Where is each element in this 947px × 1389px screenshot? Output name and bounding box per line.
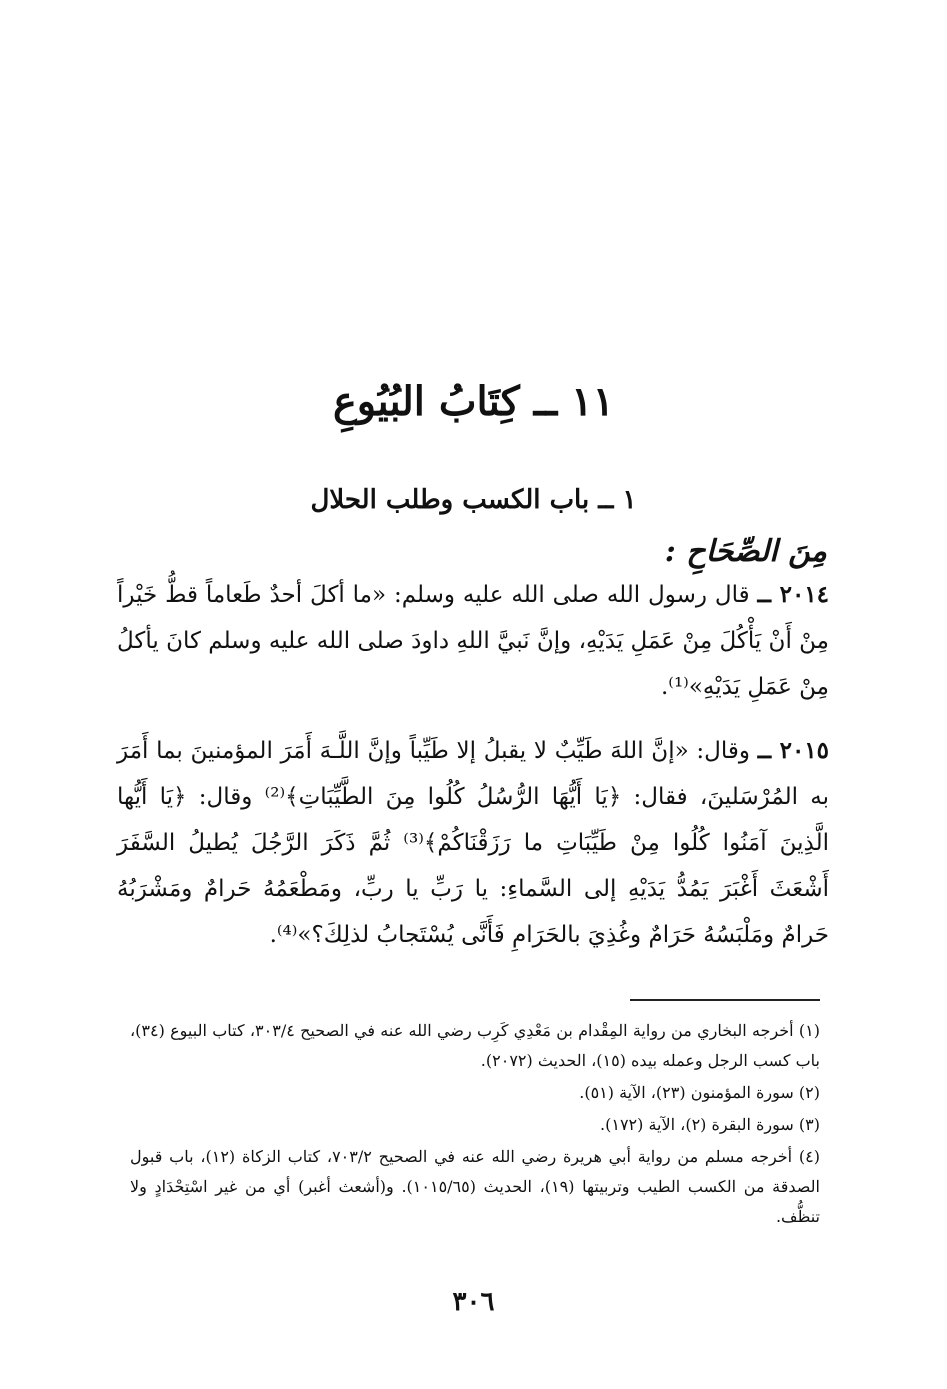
- footnote-mark: (٣): [798, 1115, 820, 1134]
- footnote: [130, 1078, 820, 1108]
- footnote-mark: (٤): [798, 1147, 821, 1166]
- section-title: ١ ــ باب الكسب وطلب الحلال: [310, 485, 637, 515]
- hadith-text: وقال: «إنَّ اللهَ طَيِّبٌ لا يقبلُ إلا طَيِّباً وإنَّ اللَّـهَ أَمَرَ المؤمنينَ بما أَمَرَ به المُرْسَلينَ، فقال: ﴿يَا أَيُّهَا الرُّسُلُ كُلُوا مِنَ الطَّيِّبَاتِ﴾⁽²⁾ وقال: ﴿يَا أَيُّها الَّذِينَ آمَنُوا كُلُوا مِنْ طَيِّبَاتِ ما رَزَقْنَاكُمْ﴾⁽³⁾ ثُمَّ ذَكَرَ الرَّجُلَ يُطيلُ السَّفَرَ أَشْعَثَ أَغْبَرَ يَمُدُّ يَدَيْهِ إلى السَّماءِ: يا رَبِّ يا ربِّ، ومَطْعَمُهُ حَرامٌ ومَشْرَبُهُ حَرامٌ ومَلْبَسُهُ حَرَامٌ وغُذِيَ بالحَرَامِ فَأَنَّى يُسْتَجابُ لذلِكَ؟»⁽⁴⁾.: [117, 738, 830, 948]
- source-heading: مِنَ الصِّحَاحِ :: [664, 534, 827, 569]
- hadith-number: ٢٠١٤ ــ: [757, 581, 830, 608]
- footnote-mark: (٢): [798, 1083, 820, 1102]
- footnote: [130, 1110, 820, 1140]
- footnote-text: أخرجه مسلم من رواية أبي هريرة رضي الله عنه في الصحيح ٧٠٣/٢، كتاب الزكاة (١٢)، باب قبول الصدقة من الكسب الطيب وتربيتها (١٩)، الحديث (١٠١٥/٦٥). و(أشعث أغبر) أي من غير اسْتِحْدَادٍ ولا تنظُّف.: [130, 1147, 821, 1226]
- hadith-number: ٢٠١٥ ــ: [757, 737, 830, 764]
- hadith-paragraph: [117, 728, 829, 958]
- footnote: [130, 1016, 820, 1076]
- hadith-text: قال رسول الله صلى الله عليه وسلم: «ما أكلَ أحدٌ طَعاماً قطُّ خَيْراً مِنْ أَنْ يَأْكُلَ مِنْ عَمَلِ يَدَيْهِ، وإنَّ نَبيَّ اللهِ داودَ صلى الله عليه وسلم كانَ يأكلُ مِنْ عَمَلِ يَدَيْهِ»⁽¹⁾.: [117, 582, 829, 700]
- footnote-text: سورة البقرة (٢)، الآية (١٧٢).: [600, 1115, 794, 1134]
- page-number: ٣٠٦: [452, 1287, 495, 1317]
- footnotes-list: [130, 1016, 820, 1234]
- footnote-text: أخرجه البخاري من رواية المِقْدام بن مَعْدِي كَرِب رضي الله عنه في الصحيح ٣٠٣/٤، كتاب البيوع (٣٤)، باب كسب الرجل وعمله بيده (١٥)، الحديث (٢٠٧٢).: [130, 1021, 820, 1070]
- footnote-text: سورة المؤمنون (٢٣)، الآية (٥١).: [579, 1083, 794, 1102]
- hadith-paragraph: [117, 572, 829, 710]
- footnote-divider: [630, 999, 820, 1001]
- footnote: [130, 1142, 820, 1232]
- footnote-mark: (١): [798, 1021, 821, 1040]
- chapter-title: ١١ ــ كِتَابُ البُيُوعِ: [332, 378, 615, 425]
